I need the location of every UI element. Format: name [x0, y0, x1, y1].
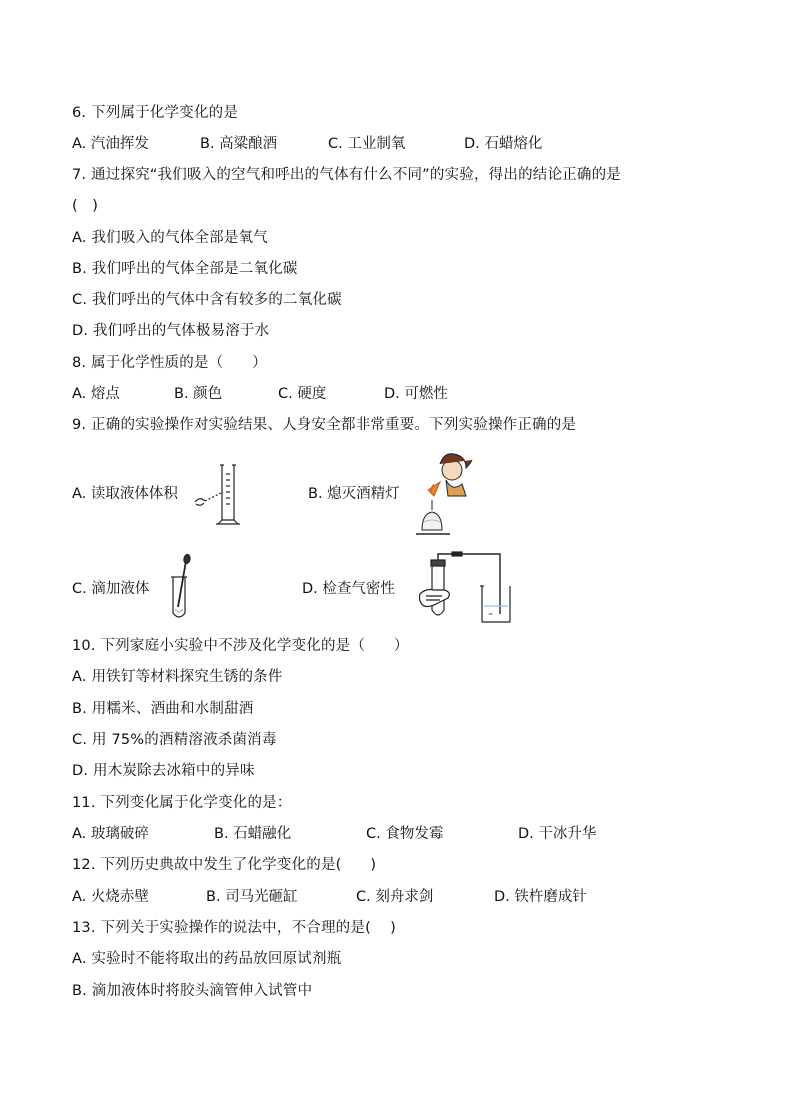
q11-option-c: C. 食物发霉	[366, 826, 444, 842]
q7-option-c: C. 我们呼出的气体中含有较多的二氧化碳	[72, 292, 342, 308]
q8-option-c: C. 硬度	[278, 386, 327, 402]
q7-option-d: D. 我们呼出的气体极易溶于水	[72, 323, 270, 339]
q8-option-d: D. 可燃性	[384, 386, 448, 402]
q12-option-d: D. 铁杵磨成针	[494, 889, 587, 905]
q12-option-a: A. 火烧赤壁	[72, 889, 149, 905]
q7-option-b: B. 我们呼出的气体全部是二氧化碳	[72, 261, 298, 277]
q9-option-a: A. 读取液体体积	[72, 486, 178, 502]
q11-stem: 11. 下列变化属于化学变化的是：	[72, 795, 292, 811]
dropper-test-tube-figure	[166, 555, 196, 621]
svg-text:≈: ≈	[488, 611, 494, 618]
q10-option-d: D. 用木炭除去冰箱中的异味	[72, 763, 255, 779]
q13-stem: 13. 下列关于实验操作的说法中，不合理的是( )	[72, 920, 397, 936]
q9-option-b: B. 熄灭酒精灯	[308, 486, 400, 502]
q10-option-c: C. 用 75%的酒精溶液杀菌消毒	[72, 732, 277, 748]
q11-option-d: D. 干冰升华	[518, 826, 597, 842]
q9-stem: 9. 正确的实验操作对实验结果、人身安全都非常重要。下列实验操作正确的是	[72, 417, 577, 433]
q6-option-b: B. 高粱酿酒	[200, 136, 278, 152]
q10-option-b: B. 用糯米、酒曲和水制甜酒	[72, 701, 254, 717]
q9-option-d: D. 检查气密性	[302, 581, 395, 597]
q7-bracket: ( )	[72, 198, 99, 214]
q10-option-a: A. 用铁钉等材料探究生锈的条件	[72, 669, 283, 685]
cylinder-reading-figure	[190, 462, 250, 528]
q6-option-a: A. 汽油挥发	[72, 136, 149, 152]
q12-stem: 12. 下列历史典故中发生了化学变化的是( )	[72, 857, 377, 873]
q7-option-a: A. 我们吸入的气体全部是氧气	[72, 230, 268, 246]
q9-option-c: C. 滴加液体	[72, 581, 150, 597]
q8-option-a: A. 熔点	[72, 386, 120, 402]
q13-option-a: A. 实验时不能将取出的药品放回原试剂瓶	[72, 951, 342, 967]
alcohol-lamp-figure	[410, 452, 475, 538]
q11-option-a: A. 玻璃破碎	[72, 826, 149, 842]
q6-stem: 6. 下列属于化学变化的是	[72, 105, 239, 121]
q8-stem: 8. 属于化学性质的是（ ）	[72, 355, 267, 371]
q12-option-c: C. 刻舟求剑	[356, 889, 434, 905]
airtightness-check-figure	[418, 550, 510, 626]
q11-option-b: B. 石蜡融化	[214, 826, 292, 842]
q6-option-d: D. 石蜡熔化	[464, 136, 543, 152]
q8-option-b: B. 颜色	[174, 386, 223, 402]
q6-option-c: C. 工业制氧	[328, 136, 406, 152]
q12-option-b: B. 司马光砸缸	[206, 889, 298, 905]
q7-stem: 7. 通过探究“我们吸入的空气和呼出的气体有什么不同”的实验，得出的结论正确的是	[72, 167, 621, 183]
q10-stem: 10. 下列家庭小实验中不涉及化学变化的是（ ）	[72, 638, 409, 654]
q13-option-b: B. 滴加液体时将胶头滴管伸入试管中	[72, 983, 313, 999]
